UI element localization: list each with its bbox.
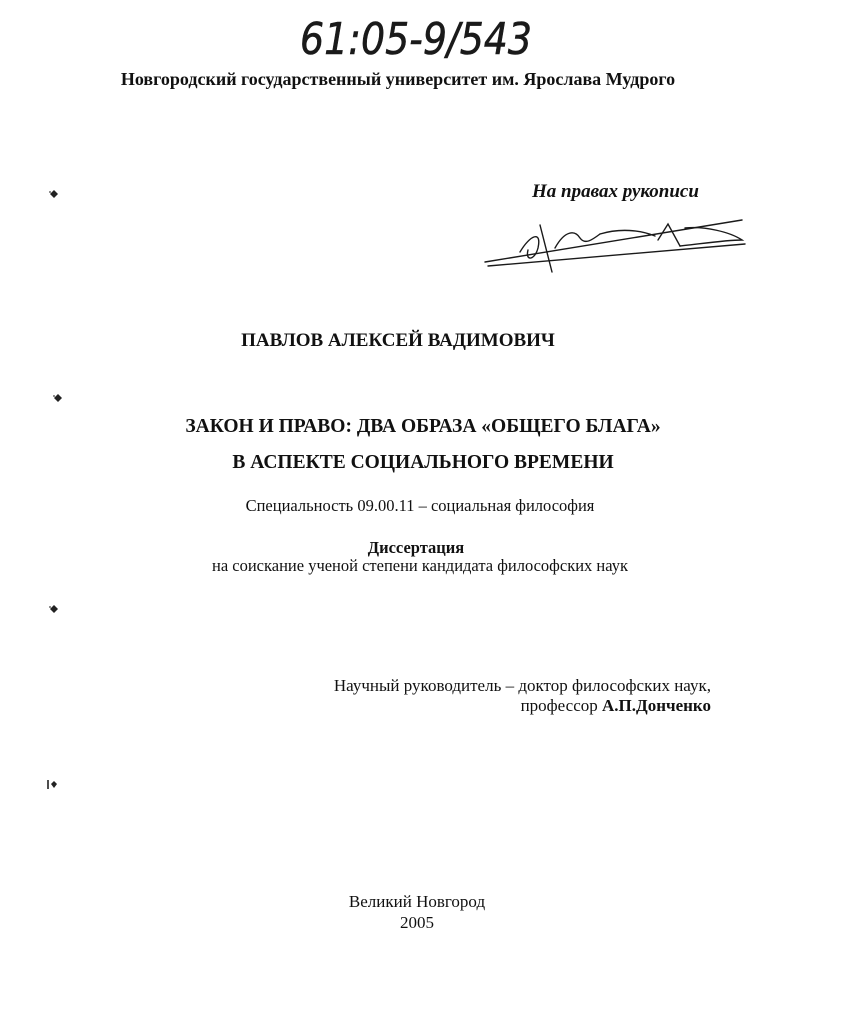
- university-name: Новгородский государственный университет им. Ярослава Мудрого: [120, 69, 676, 89]
- title-line-2: В АСПЕКТЕ СОЦИАЛЬНОГО ВРЕМЕНИ: [232, 452, 614, 473]
- supervisor-title: профессор: [520, 696, 598, 715]
- author-name: ПАВЛОВ АЛЕКСЕЙ ВАДИМОВИЧ: [241, 330, 555, 351]
- manuscript-rights-note: На правах рукописи: [532, 181, 699, 202]
- archive-number-handwritten: [292, 4, 542, 66]
- scan-mark-icon: [48, 603, 60, 615]
- scan-mark-icon: [46, 778, 58, 790]
- degree-description: на соискание ученой степени кандидата философских наук: [211, 556, 628, 575]
- archive-number-text: 61:05-9/543: [300, 14, 532, 65]
- signature-icon: [480, 200, 750, 280]
- supervisor-line-2: [521, 696, 711, 716]
- scan-mark-icon: [48, 188, 60, 200]
- dissertation-label: Диссертация: [367, 538, 465, 557]
- dissertation-title: [0, 409, 846, 481]
- scan-mark-icon: [52, 392, 64, 404]
- year: 2005: [400, 913, 434, 932]
- title-line-1: ЗАКОН И ПРАВО: ДВА ОБРАЗА «ОБЩЕГО БЛАГА»: [185, 416, 661, 437]
- city: Великий Новгород: [348, 892, 486, 911]
- supervisor-name: А.П.Донченко: [602, 696, 711, 715]
- specialty: Специальность 09.00.11 – социальная философия: [245, 496, 595, 515]
- supervisor-line-1: Научный руководитель – доктор философских наук,: [333, 676, 711, 695]
